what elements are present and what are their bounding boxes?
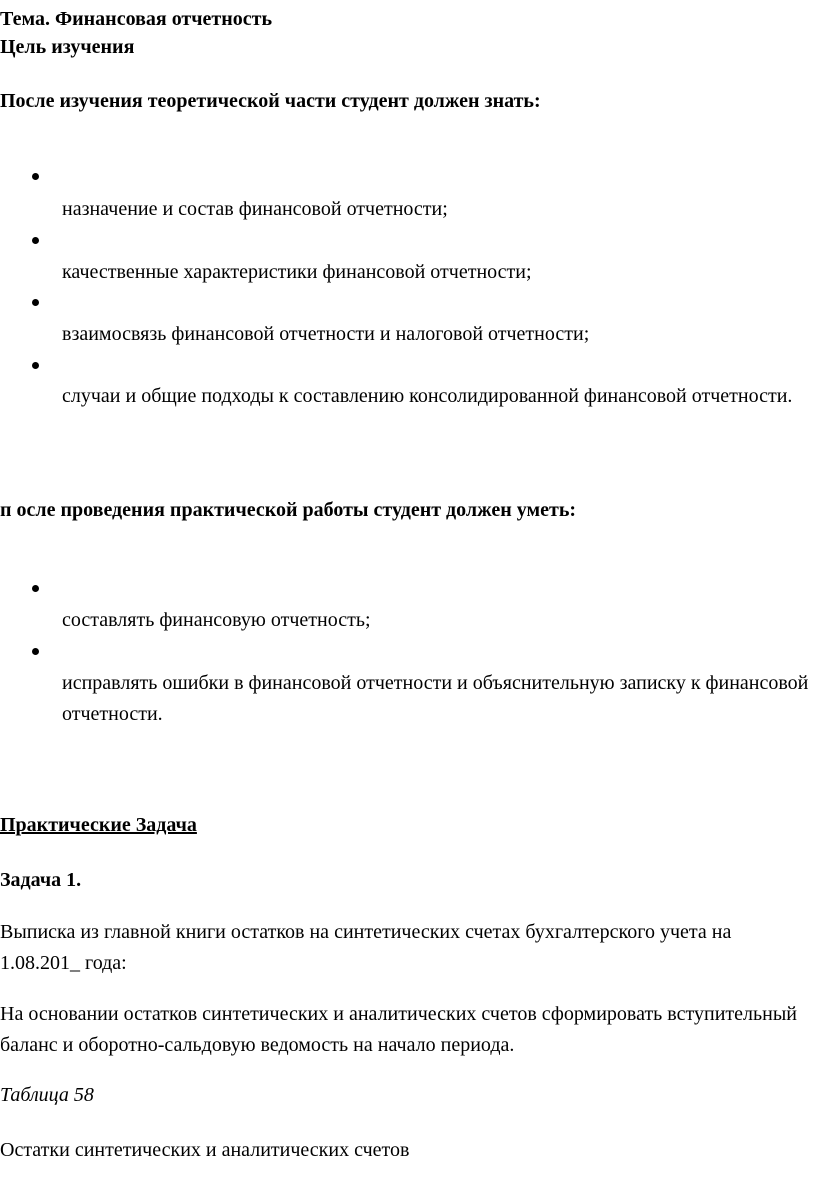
list-item: качественные характеристики финансовой отчетности; <box>62 261 532 283</box>
table-caption: Остатки синтетических и аналитических счетов <box>0 1139 410 1161</box>
task-title: Задача 1. <box>0 869 82 891</box>
bullet-icon <box>32 362 39 369</box>
list-item: случаи и общие подходы к составлению консолидированной финансовой отчетности. <box>62 385 793 407</box>
bullet-icon <box>32 173 39 180</box>
list-item: исправлять ошибки в финансовой отчетности и объяснительную записку к финансовой отчетности. <box>62 672 809 725</box>
topic-title: Тема. Финансовая отчетность <box>0 8 273 30</box>
skills-heading: п осле проведения практической работы студент должен уметь: <box>0 499 577 521</box>
paragraph-ledger: Выписка из главной книги остатков на синтетических счетах бухгалтерского учета на 1.08.201_ года: <box>0 921 732 974</box>
bullet-icon <box>32 648 39 655</box>
list-item: составлять финансовую отчетность; <box>62 609 371 631</box>
bullet-icon <box>32 237 39 244</box>
knowledge-heading: После изучения теоретической части студент должен знать: <box>0 90 541 112</box>
goal-heading: Цель изучения <box>0 36 135 58</box>
list-item: взаимосвязь финансовой отчетности и налоговой отчетности; <box>62 323 590 345</box>
bullet-icon <box>32 585 39 592</box>
list-item: назначение и состав финансовой отчетности; <box>62 198 448 220</box>
practice-heading: Практические Задача <box>0 814 197 836</box>
table-label: Таблица 58 <box>0 1084 94 1106</box>
paragraph-instruction: На основании остатков синтетических и аналитических счетов сформировать вступительный баланс и оборотно-сальдовую ведомость на начало периода. <box>0 1003 797 1056</box>
bullet-icon <box>32 299 39 306</box>
